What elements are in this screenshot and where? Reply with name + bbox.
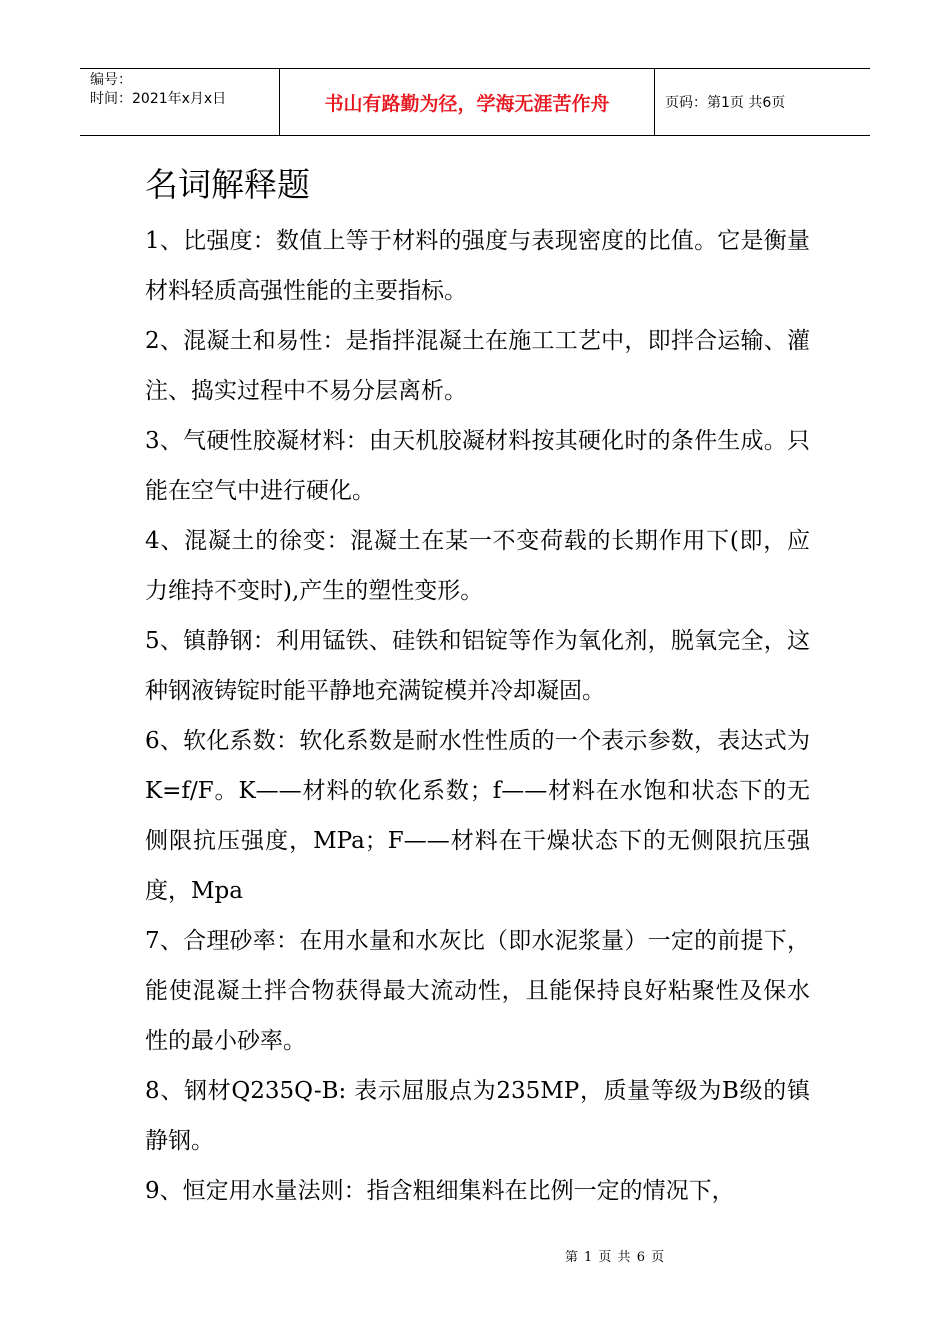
paragraph-6: 6、软化系数：软化系数是耐水性性质的一个表示参数，表达式为K=f/F。K——材料的软化系数；f——材料在水饱和状态下的无侧限抗压强度，MPa；F——材料在干燥状态下的无侧限抗压强度，Mpa xyxy=(145,728,810,904)
header-page-info: 页码：第1页 共6页 xyxy=(665,95,786,111)
paragraph-8: 8、钢材Q235Q-B: 表示屈服点为235MP，质量等级为B级的镇静钢。 xyxy=(145,1078,810,1154)
paragraph-5: 5、镇静钢：利用锰铁、硅铁和铝锭等作为氧化剂，脱氧完全，这种钢液铸锭时能平静地充满锭模并冷却凝固。 xyxy=(145,628,810,704)
page-header xyxy=(80,68,870,136)
document-title: 名词解释题 xyxy=(145,165,310,204)
number-label: 编号： xyxy=(90,72,132,88)
paragraph-4: 4、混凝土的徐变：混凝土在某一不变荷载的长期作用下(即，应力维持不变时),产生的塑性变形。 xyxy=(145,528,810,604)
time-label: 时间：2021年x月x日 xyxy=(90,91,227,107)
header-meta xyxy=(80,69,280,135)
paragraph-2: 2、混凝土和易性：是指拌混凝土在施工工艺中，即拌合运输、灌注、捣实过程中不易分层离析。 xyxy=(145,328,810,404)
paragraph-1: 1、比强度：数值上等于材料的强度与表现密度的比值。它是衡量材料轻质高强性能的主要指标。 xyxy=(145,228,810,304)
paragraph-7: 7、合理砂率：在用水量和水灰比（即水泥浆量）一定的前提下，能使混凝土拌合物获得最大流动性，且能保持良好粘聚性及保水性的最小砂率。 xyxy=(145,928,810,1054)
document-body xyxy=(145,160,810,1216)
paragraph-9: 9、恒定用水量法则：指含粗细集料在比例一定的情况下， xyxy=(145,1178,735,1204)
page-footer: 第 1 页 共 6 页 xyxy=(564,1250,666,1265)
paragraph-3: 3、气硬性胶凝材料：由天机胶凝材料按其硬化时的条件生成。只能在空气中进行硬化。 xyxy=(145,428,810,504)
header-motto: 书山有路勤为径，学海无涯苦作舟 xyxy=(280,69,655,135)
